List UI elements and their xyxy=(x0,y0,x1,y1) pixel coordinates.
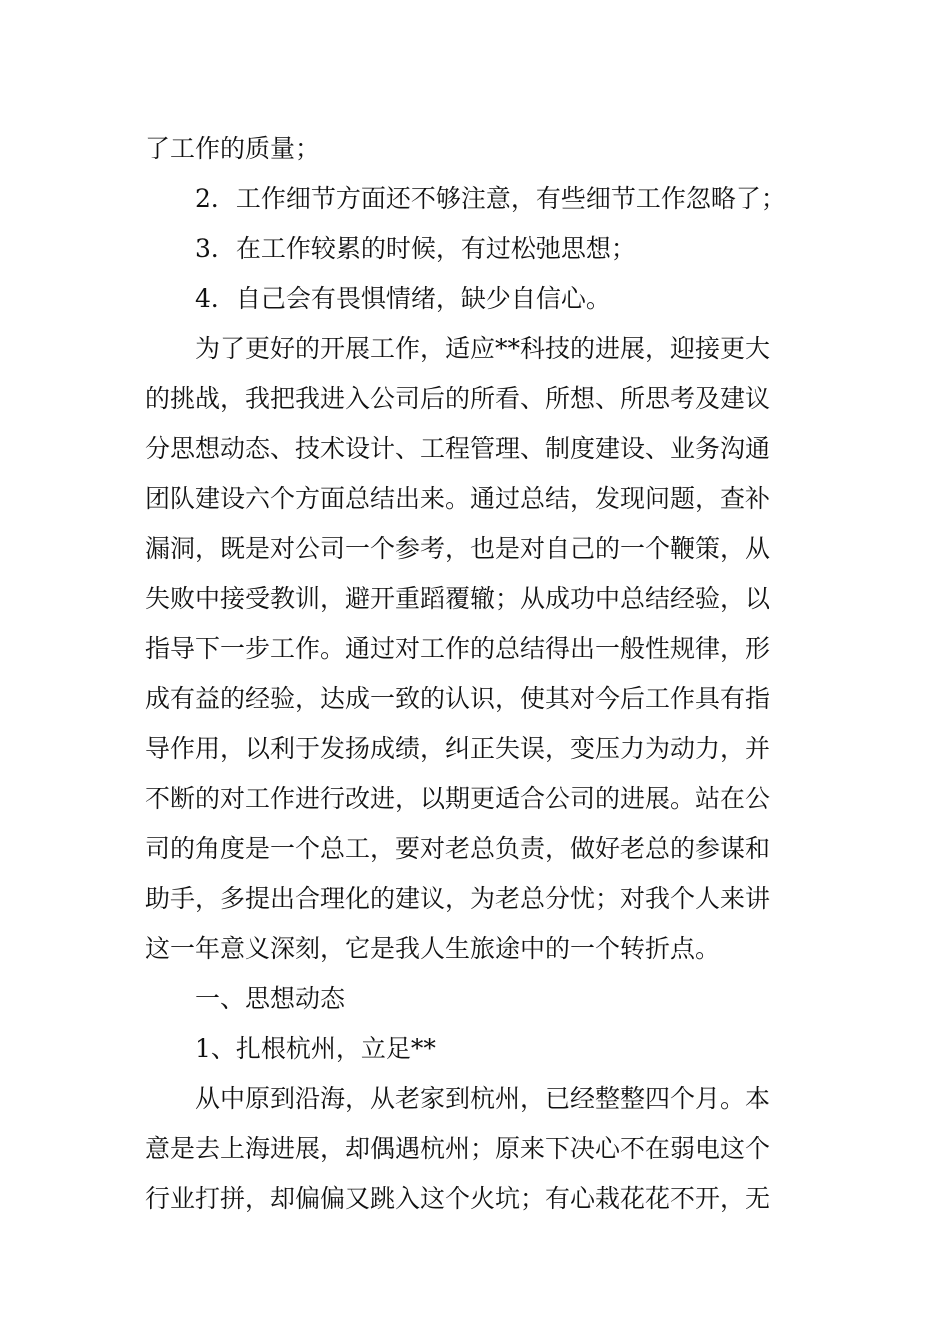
text-line: 分思想动态、技术设计、工程管理、制度建设、业务沟通 xyxy=(145,434,771,463)
text-line: 了工作的质量； xyxy=(145,134,321,163)
list-item: 3．在工作较累的时候，有过松弛思想； xyxy=(195,234,636,263)
text-line: 意是去上海进展，却偶遇杭州；原来下决心不在弱电这个 xyxy=(145,1134,771,1163)
text-line: 司的角度是一个总工，要对老总负责，做好老总的参谋和 xyxy=(145,834,771,863)
text-line: 成有益的经验，达成一致的认识，使其对今后工作具有指 xyxy=(145,684,771,713)
text-line: 漏洞，既是对公司一个参考，也是对自己的一个鞭策，从 xyxy=(145,534,771,563)
text-line: 失败中接受教训，避开重蹈覆辙；从成功中总结经验，以 xyxy=(145,584,771,613)
text-line: 导作用，以利于发扬成绩，纠正失误，变压力为动力，并 xyxy=(145,734,771,763)
text-line: 这一年意义深刻，它是我人生旅途中的一个转折点。 xyxy=(145,934,721,963)
text-line: 助手，多提出合理化的建议，为老总分忧；对我个人来讲 xyxy=(145,884,771,913)
paragraph-first-line: 为了更好的开展工作，适应**科技的进展，迎接更大 xyxy=(195,334,771,363)
section-heading: 一、思想动态 xyxy=(195,984,346,1013)
paragraph-first-line: 从中原到沿海，从老家到杭州，已经整整四个月。本 xyxy=(195,1084,771,1113)
text-line: 的挑战，我把我进入公司后的所看、所想、所思考及建议 xyxy=(145,384,771,413)
text-line: 不断的对工作进行改进，以期更适合公司的进展。站在公 xyxy=(145,784,771,813)
text-line: 指导下一步工作。通过对工作的总结得出一般性规律，形 xyxy=(145,634,771,663)
document-body xyxy=(145,124,810,1224)
list-item: 4．自己会有畏惧情绪，缺少自信心。 xyxy=(195,284,611,313)
subsection-heading: 1、扎根杭州，立足** xyxy=(195,1034,436,1063)
text-line: 行业打拼，却偏偏又跳入这个火坑；有心栽花花不开，无 xyxy=(145,1184,771,1213)
list-item: 2．工作细节方面还不够注意，有些细节工作忽略了； xyxy=(195,184,786,213)
text-line: 团队建设六个方面总结出来。通过总结，发现问题，查补 xyxy=(145,484,771,513)
